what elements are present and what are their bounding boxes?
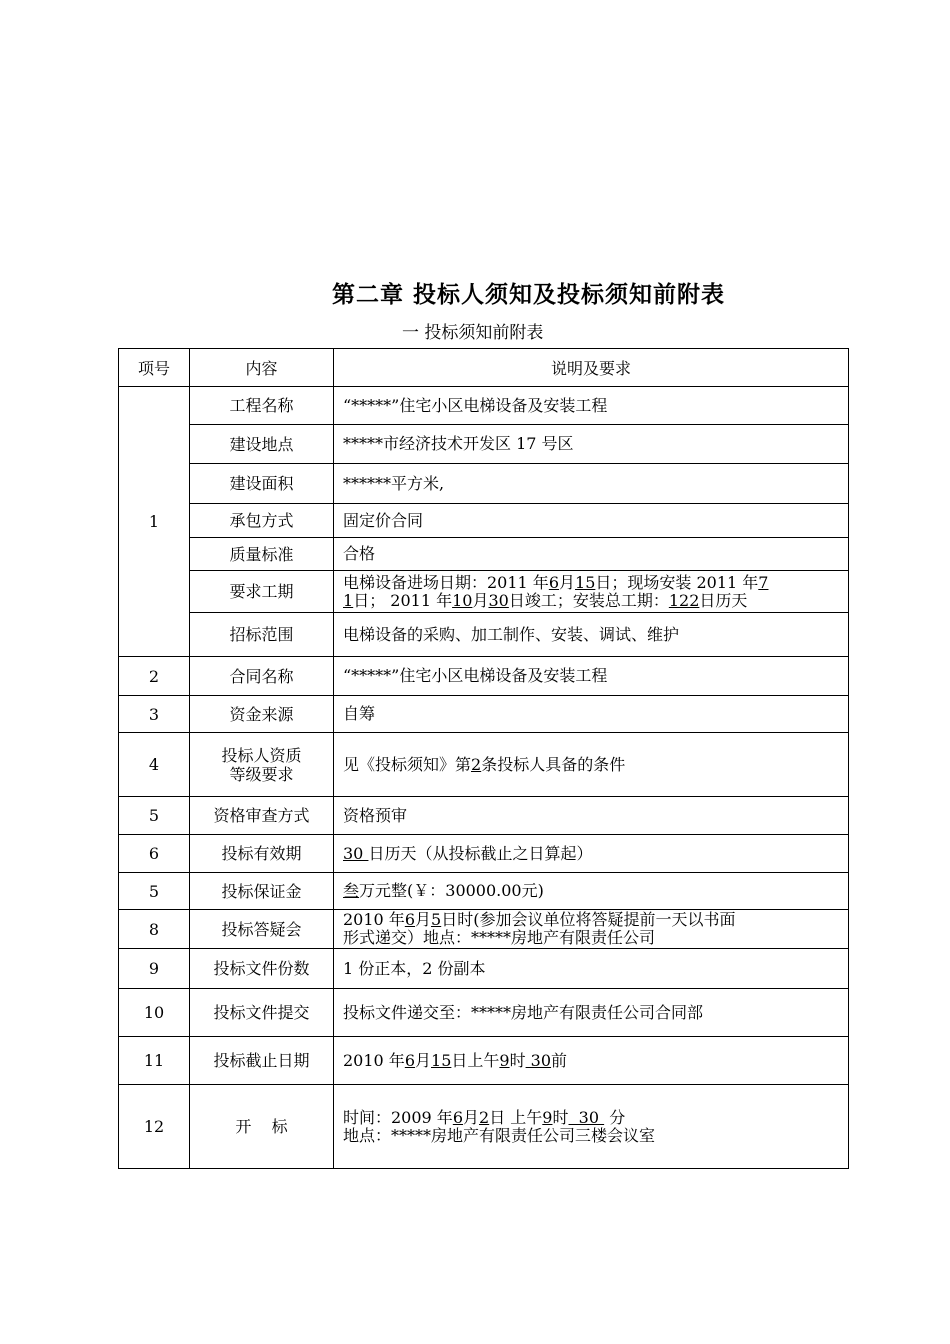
row-desc: ******平方米, — [334, 464, 849, 504]
table-row — [119, 835, 849, 873]
row-item: 投标答疑会 — [190, 910, 334, 949]
table-row — [119, 425, 849, 464]
table-header-row — [119, 349, 849, 387]
row-desc: “*****”住宅小区电梯设备及安装工程 — [334, 657, 849, 696]
table-row — [119, 696, 849, 733]
row-item: 投标文件提交 — [190, 989, 334, 1037]
row-no: 5 — [119, 873, 190, 910]
row-item: 建设地点 — [190, 425, 334, 464]
row-item: 质量标准 — [190, 538, 334, 571]
row-item: 招标范围 — [190, 613, 334, 657]
row-desc: “*****”住宅小区电梯设备及安装工程 — [334, 387, 849, 425]
table-row — [119, 733, 849, 797]
row-item: 开 标 — [190, 1085, 334, 1169]
row-desc: 见《投标须知》第2条投标人具备的条件 — [334, 733, 849, 797]
table-row — [119, 989, 849, 1037]
row-item: 要求工期 — [190, 571, 334, 613]
row-desc: 投标文件递交至：*****房地产有限责任公司合同部 — [334, 989, 849, 1037]
row-desc: 电梯设备进场日期：2011 年6月15日；现场安装 2011 年7 1日； 2011 年10月30日竣工；安装总工期：122日历天 — [334, 571, 849, 613]
table-row — [119, 538, 849, 571]
table-row — [119, 797, 849, 835]
row-item: 合同名称 — [190, 657, 334, 696]
row-desc: *****市经济技术开发区 17 号区 — [334, 425, 849, 464]
row-no: 12 — [119, 1085, 190, 1169]
section-subtitle: 一 投标须知前附表 — [402, 323, 544, 343]
chapter-title: 第二章 投标人须知及投标须知前附表 — [332, 281, 726, 308]
row-desc: 资格预审 — [334, 797, 849, 835]
row-item: 承包方式 — [190, 504, 334, 538]
row-item: 投标截止日期 — [190, 1037, 334, 1085]
bid-info-table — [118, 348, 849, 1169]
table-row — [119, 464, 849, 504]
row-desc: 固定价合同 — [334, 504, 849, 538]
row-item: 资金来源 — [190, 696, 334, 733]
table-row — [119, 613, 849, 657]
row-desc: 合格 — [334, 538, 849, 571]
row-desc: 自筹 — [334, 696, 849, 733]
table-row — [119, 1037, 849, 1085]
row-no: 4 — [119, 733, 190, 797]
row-desc: 1 份正本，2 份副本 — [334, 949, 849, 989]
row-item: 投标人资质 等级要求 — [190, 733, 334, 797]
row-desc: 2010 年6月5日时(参加会议单位将答疑提前一天以书面 形式递交）地点：*****房地产有限责任公司 — [334, 910, 849, 949]
table-row — [119, 657, 849, 696]
row-no: 2 — [119, 657, 190, 696]
table-row — [119, 949, 849, 989]
table-row — [119, 571, 849, 613]
row-item: 资格审查方式 — [190, 797, 334, 835]
table-row — [119, 1085, 849, 1169]
header-desc: 说明及要求 — [334, 349, 849, 387]
row-no: 5 — [119, 797, 190, 835]
header-no: 项号 — [119, 349, 190, 387]
row-no: 8 — [119, 910, 190, 949]
row-desc: 电梯设备的采购、加工制作、安装、调试、维护 — [334, 613, 849, 657]
row-desc: 时间：2009 年6月2日 上午9时 30 分 地点：*****房地产有限责任公司三楼会议室 — [334, 1085, 849, 1169]
row-desc: 叁万元整(￥：30000.00元) — [334, 873, 849, 910]
row-item: 投标有效期 — [190, 835, 334, 873]
row-item: 建设面积 — [190, 464, 334, 504]
row-item: 投标保证金 — [190, 873, 334, 910]
row-desc: 30 日历天（从投标截止之日算起） — [334, 835, 849, 873]
row-item: 工程名称 — [190, 387, 334, 425]
row-no: 3 — [119, 696, 190, 733]
row-item: 投标文件份数 — [190, 949, 334, 989]
table-row — [119, 910, 849, 949]
row-no: 11 — [119, 1037, 190, 1085]
table-row — [119, 504, 849, 538]
table-row — [119, 873, 849, 910]
header-item: 内容 — [190, 349, 334, 387]
row-no: 6 — [119, 835, 190, 873]
table-row — [119, 387, 849, 425]
row-desc: 2010 年6月15日上午9时 30前 — [334, 1037, 849, 1085]
row-no: 10 — [119, 989, 190, 1037]
row-no: 1 — [119, 387, 190, 657]
row-no: 9 — [119, 949, 190, 989]
